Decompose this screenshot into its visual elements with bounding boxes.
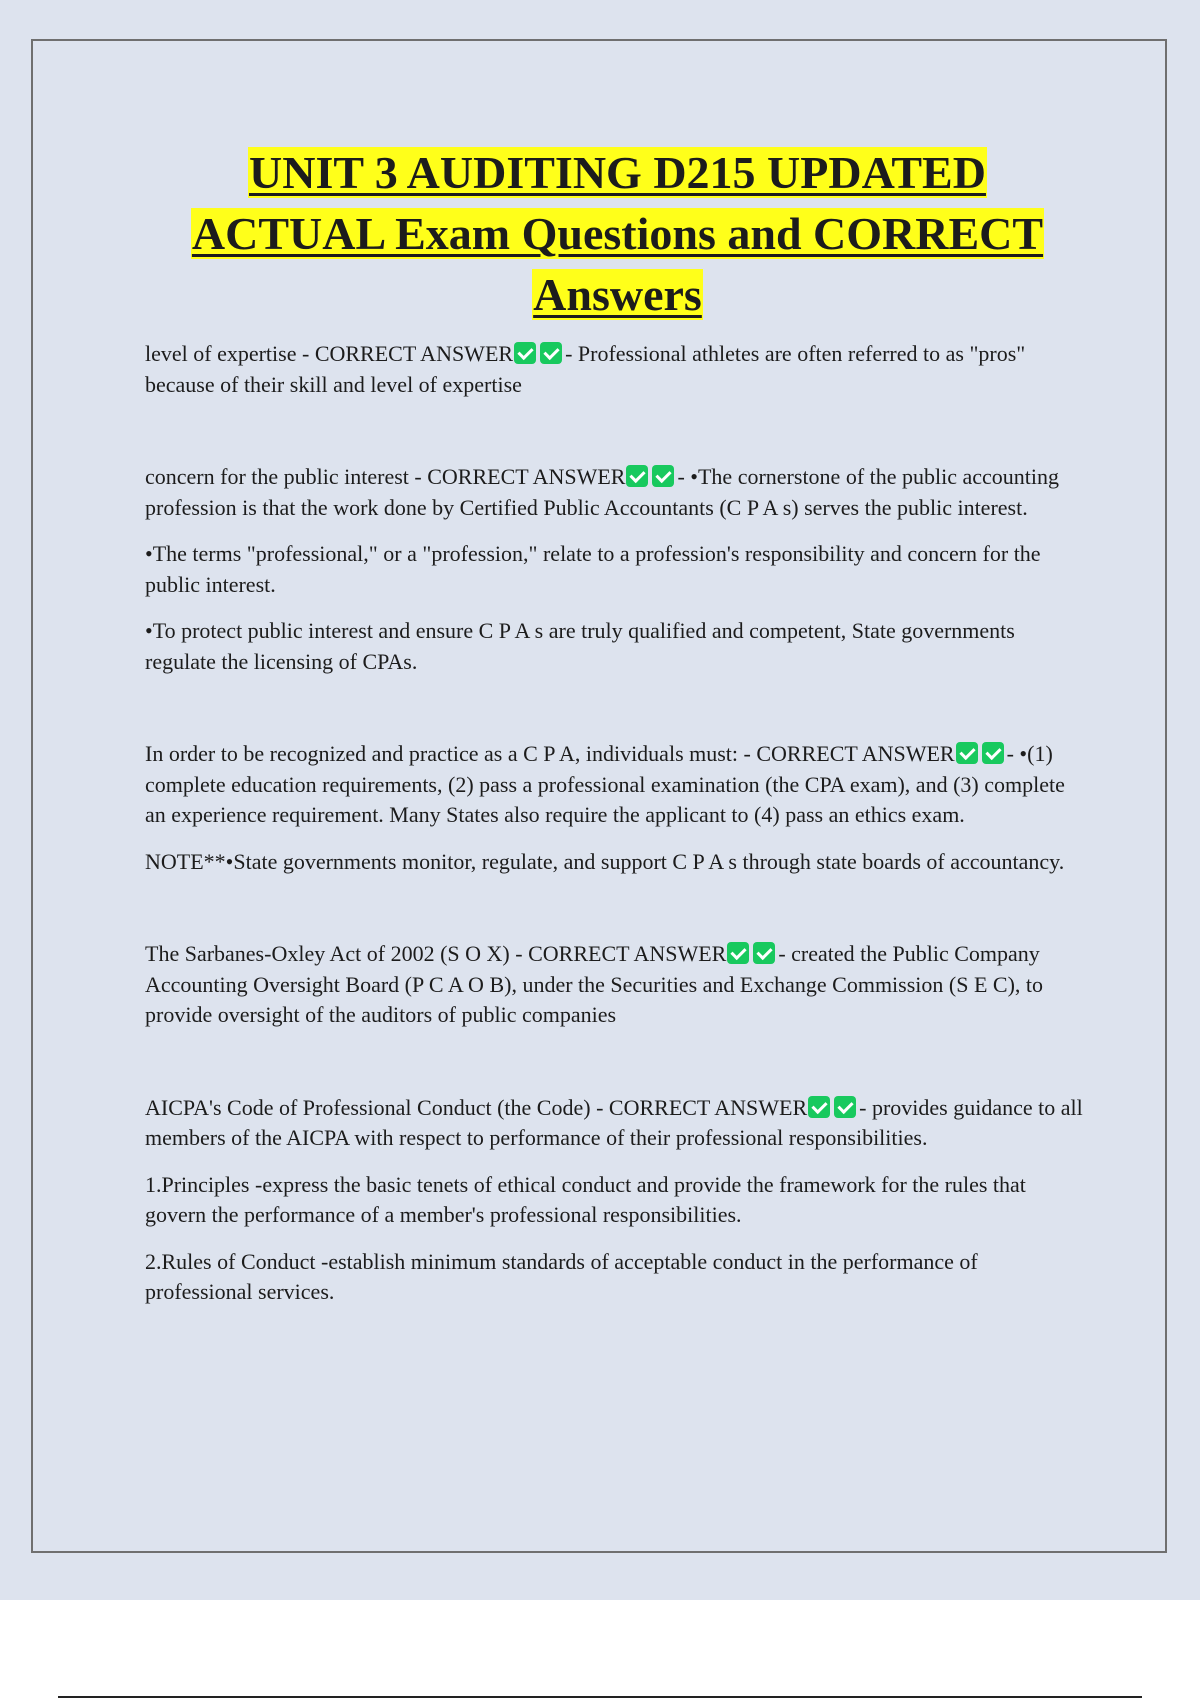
- qa-paragraph: [145, 462, 1090, 523]
- answer-text: - •(1) complete education requirements, (2) pass a professional examination (the CPA exam), and (3) complete an experience requirement. Many States also require the applicant to (4) pass an ethics exam.: [145, 741, 1065, 827]
- question-term: The Sarbanes-Oxley Act of 2002 (S O X): [145, 941, 510, 966]
- question-term: level of expertise: [145, 341, 297, 366]
- check-mark-icon: [652, 465, 674, 487]
- correct-answer-label: - CORRECT ANSWER: [743, 741, 955, 766]
- check-mark-icon: [956, 742, 978, 764]
- qa-entry: [145, 1093, 1090, 1308]
- answer-text: - provides guidance to all members of the AICPA with respect to performance of their professional responsibilities.: [145, 1094, 1083, 1150]
- qa-paragraph: [145, 1093, 1090, 1154]
- qa-paragraph: [145, 739, 1090, 831]
- answer-text: - •The cornerstone of the public accounting profession is that the work done by Certified Public Accountants (C P A s) serves the public interest.: [145, 464, 1060, 520]
- correct-answer-label: - CORRECT ANSWER: [302, 341, 514, 366]
- qa-entry: [145, 339, 1090, 400]
- check-mark-icon: [808, 1096, 830, 1118]
- answer-note: 1.Principles -express the basic tenets of ethical conduct and provide the framework for the rules that govern the performance of a member's professional responsibilities.: [145, 1171, 1026, 1227]
- answer-text: - created the Public Company Accounting Oversight Board (P C A O B), under the Securities and Exchange Commission (S E C), to provide oversight of the auditors of public companies: [145, 941, 1044, 1027]
- answer-note: •To protect public interest and ensure C P A s are truly qualified and competent, State governments regulate the licensing of CPAs.: [145, 618, 1015, 674]
- check-mark-icon: [834, 1096, 856, 1118]
- check-mark-icon: [753, 942, 775, 964]
- qa-entry: [145, 939, 1090, 1031]
- title-line: UNIT 3 AUDITING D215 UPDATED: [249, 147, 986, 198]
- title-line: Answers: [533, 269, 702, 320]
- qa-entry: [145, 462, 1090, 677]
- document-body: [145, 142, 1090, 1308]
- check-mark-icon: [514, 342, 536, 364]
- correct-answer-label: - CORRECT ANSWER: [515, 941, 727, 966]
- check-mark-icon: [727, 942, 749, 964]
- question-term: In order to be recognized and practice as a C P A, individuals must:: [145, 741, 739, 766]
- check-mark-icon: [982, 742, 1004, 764]
- qa-paragraph: [145, 939, 1090, 1031]
- check-mark-icon: [540, 342, 562, 364]
- qa-entry: [145, 739, 1090, 877]
- correct-answer-label: - CORRECT ANSWER: [414, 464, 626, 489]
- answer-note: NOTE**•State governments monitor, regulate, and support C P A s through state boards of accountancy.: [145, 848, 1065, 874]
- answer-note: •The terms "professional," or a "profession," relate to a profession's responsibility and concern for the public interest.: [145, 541, 1041, 597]
- check-mark-icon: [626, 465, 648, 487]
- answer-note: 2.Rules of Conduct -establish minimum standards of acceptable conduct in the performance of professional services.: [145, 1248, 978, 1304]
- correct-answer-label: - CORRECT ANSWER: [596, 1094, 808, 1120]
- question-term: AICPA's Code of Professional Conduct (the Code): [145, 1094, 591, 1120]
- question-term: concern for the public interest: [145, 464, 409, 489]
- qa-paragraph: [145, 339, 1090, 400]
- page-break-rule: [58, 1696, 1142, 1698]
- title-line: ACTUAL Exam Questions and CORRECT: [191, 208, 1044, 259]
- document-title: [105, 142, 1130, 325]
- answer-text: - Professional athletes are often referred to as "pros" because of their skill and level of expertise: [145, 341, 1026, 397]
